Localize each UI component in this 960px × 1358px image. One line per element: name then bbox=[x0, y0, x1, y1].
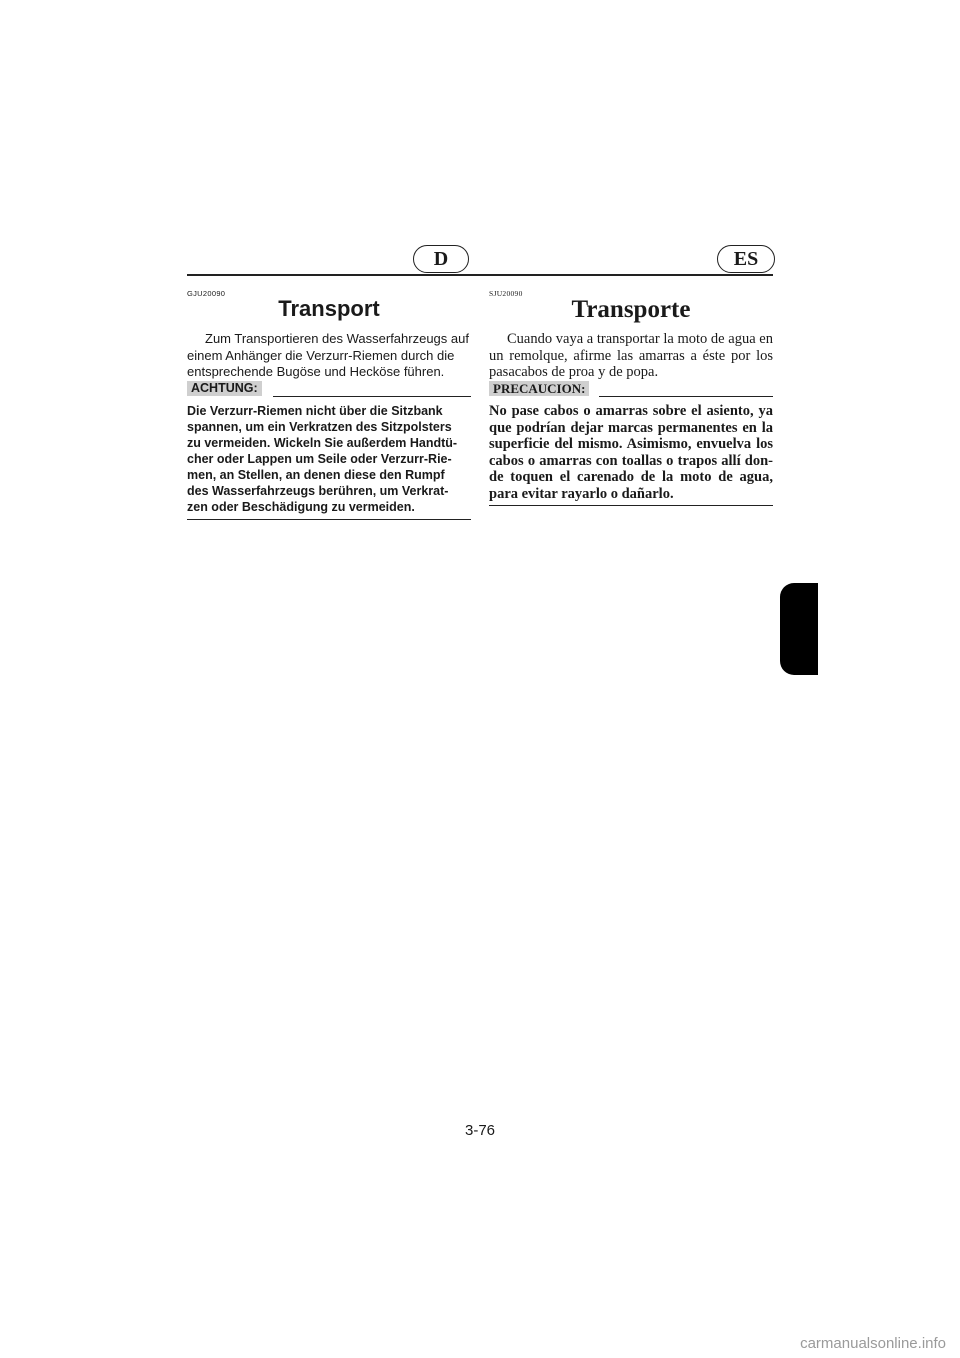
caution-text-es: No pase cabos o amarras sobre el asiento, ya que podrían dejar marcas permanentes en la superficie del mismo. Asimismo, envuelva los cabos o amarras con toallas o trapos allí don-de toquen el carenado de la moto de agua, para evitar rayarlo o dañarlo. bbox=[489, 403, 773, 502]
body-text-es: Cuando vaya a transportar la moto de agua en un remolque, afirme las amarras a éste por los pasacabos de proa y de popa. bbox=[489, 331, 773, 380]
caution-label-es: PRECAUCION: bbox=[489, 381, 589, 396]
watermark: carmanualsonline.info bbox=[800, 1335, 946, 1352]
caution-line-de: men, an Stellen, an denen diese den Rumpf bbox=[187, 468, 445, 482]
language-badge-de: D bbox=[413, 245, 469, 273]
language-badge-es: ES bbox=[717, 245, 775, 273]
chapter-thumb-tab bbox=[780, 583, 818, 675]
caution-line-de: cher oder Lappen um Seile oder Verzurr-Rie- bbox=[187, 452, 452, 466]
caution-line-de: zu vermeiden. Wickeln Sie außerdem Handtü- bbox=[187, 436, 458, 450]
caution-rule-es bbox=[599, 396, 773, 397]
section-title-es: Transporte bbox=[571, 296, 691, 323]
caution-label-de: ACHTUNG: bbox=[187, 381, 262, 396]
page-number: 3-76 bbox=[464, 1122, 496, 1139]
caution-end-rule-de bbox=[187, 519, 471, 520]
section-code-es: SJU20090 bbox=[489, 289, 523, 298]
caution-line-de: des Wasserfahrzeugs berühren, um Verkrat- bbox=[187, 484, 449, 498]
body-text-de: Zum Transportieren des Wasserfahrzeugs auf einem Anhänger die Verzurr-Riemen durch die entsprechende Bugöse und Hecköse führen. bbox=[187, 331, 469, 379]
caution-line-de: zen oder Beschädigung zu vermeiden. bbox=[187, 500, 415, 514]
caution-line-de: spannen, um ein Verkratzen des Sitzpolsters bbox=[187, 420, 452, 434]
caution-end-rule-es bbox=[489, 505, 773, 506]
section-code-de: GJU20090 bbox=[187, 289, 226, 298]
caution-line-de: Die Verzurr-Riemen nicht über die Sitzbank bbox=[187, 404, 443, 418]
section-title-de: Transport bbox=[278, 296, 380, 321]
caution-rule-de bbox=[273, 396, 471, 397]
header-rule bbox=[187, 274, 773, 276]
caution-text-de bbox=[187, 403, 471, 515]
